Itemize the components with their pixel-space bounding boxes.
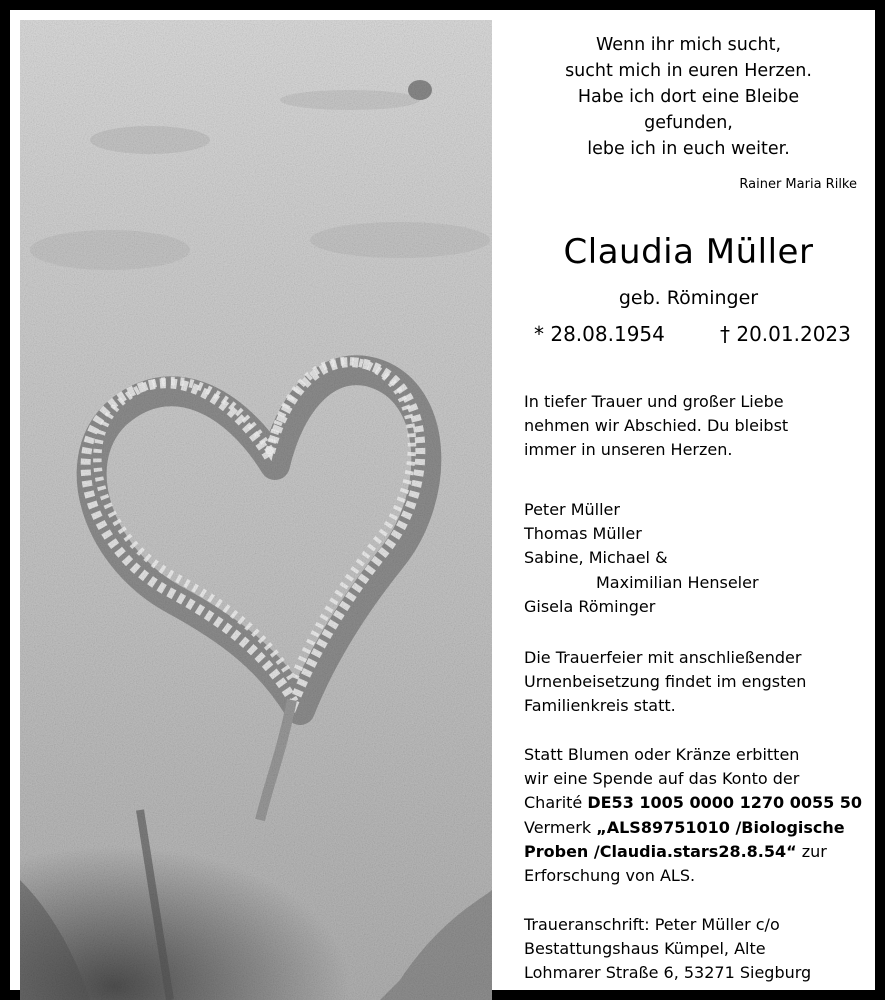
poem-author: Rainer Maria Rilke <box>739 177 857 192</box>
death-date: † 20.01.2023 <box>720 322 851 346</box>
obituary-text-column <box>492 20 885 1000</box>
donation-paragraph <box>524 743 862 888</box>
donation-text: zur <box>796 841 827 861</box>
signer-name: Gisela Röminger <box>524 596 656 616</box>
signer-name: Peter Müller <box>524 500 620 519</box>
donation-bank: Charité <box>524 793 588 813</box>
poem-line: gefunden, <box>644 113 733 133</box>
ceremony-line: Familienkreis statt. <box>524 696 676 716</box>
donation-reference: „ALS89751010 /Biologische <box>596 817 845 837</box>
ceremony-paragraph <box>524 646 806 719</box>
poem-line: Wenn ihr mich sucht, <box>595 35 782 55</box>
donation-line <box>524 840 862 864</box>
donation-reference-label: Vermerk <box>524 817 597 837</box>
address-line: Lohmarer Straße 6, 53271 Siegburg <box>524 963 812 983</box>
announcement-line: nehmen wir Abschied. Du bleibst <box>524 416 789 436</box>
signer-name: Maximilian Henseler <box>596 572 759 592</box>
donation-iban: DE53 1005 0000 1270 0055 50 <box>587 793 863 813</box>
poem-line: lebe ich in euch weiter. <box>587 139 790 159</box>
deceased-name: Claudia Müller <box>563 232 814 272</box>
poem-line: sucht mich in euren Herzen. <box>565 61 812 81</box>
maiden-name: geb. Röminger <box>618 287 759 309</box>
signer-name: Thomas Müller <box>524 524 642 544</box>
donation-line: Erforschung von ALS. <box>524 866 696 886</box>
heart-in-sand-image <box>20 20 492 1000</box>
donation-line: Statt Blumen oder Kränze erbitten <box>524 745 800 764</box>
address-line: Bestattungshaus Kümpel, Alte <box>524 939 766 959</box>
announcement-line: In tiefer Trauer und großer Liebe <box>524 392 784 411</box>
donation-line: wir eine Spende auf das Konto der <box>524 769 800 789</box>
ceremony-line: Urnenbeisetzung findet im engsten <box>524 672 807 692</box>
signers-list <box>524 498 759 619</box>
announcement-line: immer in unseren Herzen. <box>524 440 733 460</box>
donation-line <box>524 791 862 815</box>
donation-reference: Proben /Claudia.stars28.8.54“ <box>524 841 797 861</box>
address-paragraph <box>524 913 811 986</box>
birth-date: * 28.08.1954 <box>534 322 665 346</box>
poem <box>492 32 885 162</box>
poem-line: Habe ich dort eine Bleibe <box>577 87 800 107</box>
ceremony-line: Die Trauerfeier mit anschließender <box>524 648 802 667</box>
signer-name: Sabine, Michael & <box>524 548 668 568</box>
announcement-paragraph <box>524 390 788 463</box>
address-line: Traueranschrift: Peter Müller c/o <box>524 915 780 934</box>
donation-line <box>524 816 862 840</box>
